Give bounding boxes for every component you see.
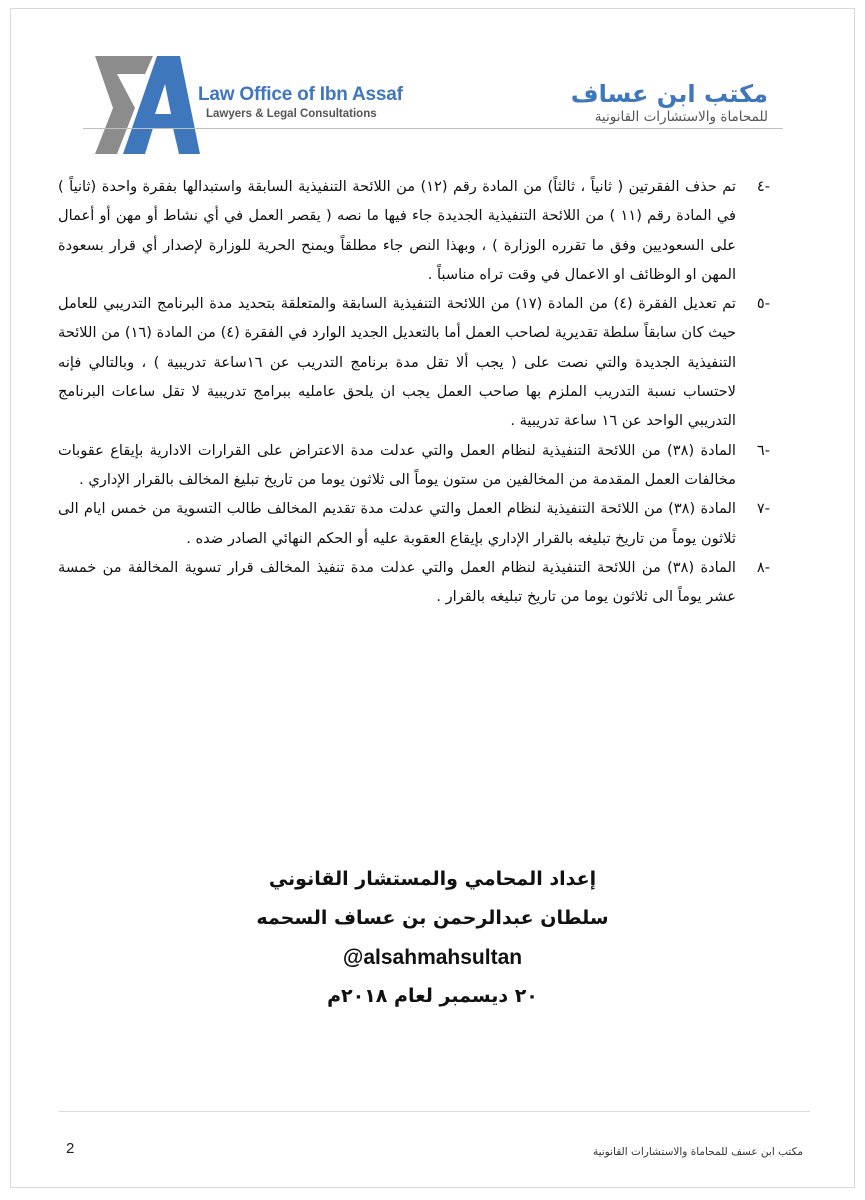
item-text: تم تعديل الفقرة (٤) من المادة (١٧) من اللائحة التنفيذية السابقة والمتعلقة بتحديد مدة البرنامج التدريبي للعامل حيث كان سابقاً سلطة تقديرية لصاحب العمل أما بالتعديل الجديد الوارد في الفقرة (٤) من المادة (١٦) من اللائحة التنفيذية الجديدة والتي نصت على ( يجب ألا تقل مدة برنامج التدريب عن ١٦ساعة تدريبية ) ، وبالتالي فإنه لاحتساب نسبة التدريب الملزم بها صاحب العمل يجب ان يلحق عامليه ببرامج تدريبية لا تقل ساعات البرنامج التدريبي الواحد عن ١٦ ساعة تدريبية . — [58, 295, 736, 430]
office-logo-mark — [95, 56, 200, 154]
item-text: تم حذف الفقرتين ( ثانياً ، ثالثاً) من المادة رقم (١٢) من اللائحة التنفيذية السابقة واستبدالها بفقرة واحدة (ثانياً ) في المادة رقم (١١ ) من اللائحة التنفيذية الجديدة جاء فيها ما نصه ( يقصر العمل في أي نشاط أو مهن أو أعمال على السعوديين وفق ما تقرره الوزارة ) ، وبهذا النص جاء مطلقاً ويمنح الحرية للوزارة لإصدار أي قرار بسعودة المهن او الوظائف او الاعمال في وقت تراه مناسباً . — [58, 178, 736, 283]
list-item — [58, 289, 770, 435]
signature-block — [0, 860, 865, 1016]
footer-office-name: مكتب ابن عسف للمحاماة والاستشارات القانونية — [592, 1146, 803, 1158]
item-number: -٥ — [756, 295, 770, 313]
office-name-english — [198, 84, 403, 120]
author-name: سلطان عبدالرحمن بن عساف السحمه — [256, 907, 609, 929]
list-item — [58, 553, 770, 612]
item-number: -٧ — [756, 500, 770, 518]
item-number: -٦ — [756, 441, 770, 459]
article-list — [58, 172, 770, 611]
office-tagline-en: Lawyers & Legal Consultations — [206, 108, 377, 120]
item-text: المادة (٣٨) من اللائحة التنفيذية لنظام العمل والتي عدلت مدة تقديم المخالف طالب التسوية من خمس ايام الى ثلاثون يوماً من تاريخ تبليغه بالقرار الإداري بإيقاع العقوبة عليه أو الحكم النهائي الصادر ضده . — [58, 500, 736, 547]
item-number: -٤ — [756, 178, 770, 195]
office-tagline-ar: للمحاماة والاستشارات القانونية — [594, 109, 768, 125]
office-name-arabic — [571, 80, 768, 126]
item-text: المادة (٣٨) من اللائحة التنفيذية لنظام العمل والتي عدلت مدة الاعتراض على القرارات الادارية بإيقاع عقوبات مخالفات العمل المقدمة من المخالفين من ستون يوماً الى ثلاثون يوما من تاريخ تبليغ المخالف بالقرار الإداري . — [58, 441, 736, 488]
list-item — [58, 494, 770, 553]
author-title: إعداد المحامي والمستشار القانوني — [268, 868, 597, 890]
header-divider — [83, 128, 783, 129]
list-item — [58, 172, 770, 289]
office-name-ar: مكتب ابن عساف — [570, 80, 768, 108]
document-date: ٢٠ ديسمبر لعام ٢٠١٨م — [327, 985, 538, 1007]
item-text: المادة (٣٨) من اللائحة التنفيذية لنظام العمل والتي عدلت مدة تنفيذ المخالف قرار تسوية المخالفة من خمسة عشر يوماً الى ثلاثون يوما من تاريخ تبليغه بالقرار . — [58, 558, 736, 606]
item-number: -٨ — [756, 558, 770, 576]
author-handle: @alsahmahsultan — [342, 946, 523, 969]
footer-divider — [58, 1111, 810, 1112]
office-name-en: Law Office of Ibn Assaf — [198, 84, 403, 105]
page-number: 2 — [66, 1140, 75, 1157]
list-item — [58, 436, 770, 495]
